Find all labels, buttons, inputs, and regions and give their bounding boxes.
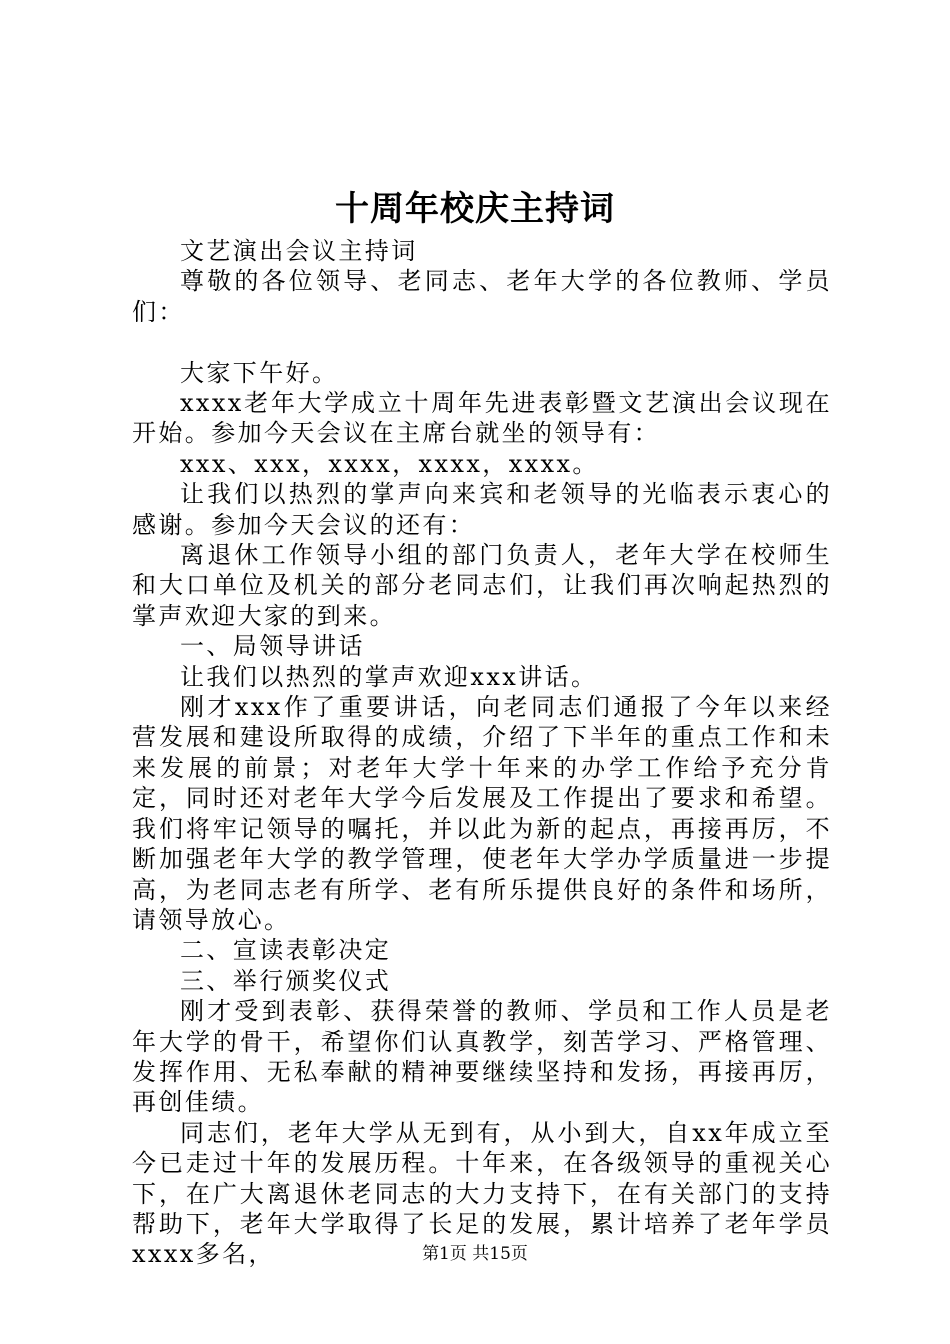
document-title: 十周年校庆主持词 xyxy=(335,189,615,229)
paragraph: xxxx老年大学成立十周年先进表彰暨文艺演出会议现在开始。参加今天会议在主席台就坐的领导有： xyxy=(132,389,832,448)
paragraph: 刚才xxx作了重要讲话，向老同志们通报了今年以来经营发展和建设所取得的成绩，介绍了下半年的重点工作和未来发展的前景；对老年大学十年来的办学工作给予充分肯定，同时还对老年大学今后发展及工作提出了要求和希望。我们将牢记领导的嘱托，并以此为新的起点，再接再厉，不断加强老年大学的教学管理，使老年大学办学质量进一步提高，为老同志老有所学、老有所乐提供良好的条件和场所，请领导放心。 xyxy=(132,693,832,934)
paragraph: 同志们，老年大学从无到有，从小到大，自xx年成立至今已走过十年的发展历程。十年来，在各级领导的重视关心下，在广大离退休老同志的大力支持下，在有关部门的支持帮助下，老年大学取得了长足的发展，累计培养了老年学员xxxx多名， xyxy=(132,1118,832,1269)
paragraph: 让我们以热烈的掌声向来宾和老领导的光临表示衷心的感谢。参加今天会议的还有： xyxy=(132,480,832,539)
paragraph: 尊敬的各位领导、老同志、老年大学的各位教师、学员们： xyxy=(132,267,832,326)
paragraph: 刚才受到表彰、获得荣誉的教师、学员和工作人员是老年大学的骨干，希望你们认真教学，刻苦学习、严格管理、发挥作用、无私奉献的精神要继续坚持和发扬，再接再厉，再创佳绩。 xyxy=(132,997,832,1117)
paragraph: 让我们以热烈的掌声欢迎xxx讲话。 xyxy=(180,662,598,691)
paragraph: 文艺演出会议主持词 xyxy=(180,237,418,265)
paragraph: xxx、xxx，xxxx，xxxx，xxxx。 xyxy=(180,449,599,478)
section-heading: 三、举行颁奖仪式 xyxy=(180,966,392,995)
paragraph: 离退休工作领导小组的部门负责人，老年大学在校师生和大口单位及机关的部分老同志们，让我们再次响起热烈的掌声欢迎大家的到来。 xyxy=(132,541,832,630)
paragraph: 大家下午好。 xyxy=(180,358,339,387)
page-footer: 第1页 共15页 xyxy=(422,1244,528,1264)
section-heading: 一、局领导讲话 xyxy=(180,632,365,661)
section-heading: 二、宣读表彰决定 xyxy=(180,936,392,965)
document-body xyxy=(132,236,832,1270)
